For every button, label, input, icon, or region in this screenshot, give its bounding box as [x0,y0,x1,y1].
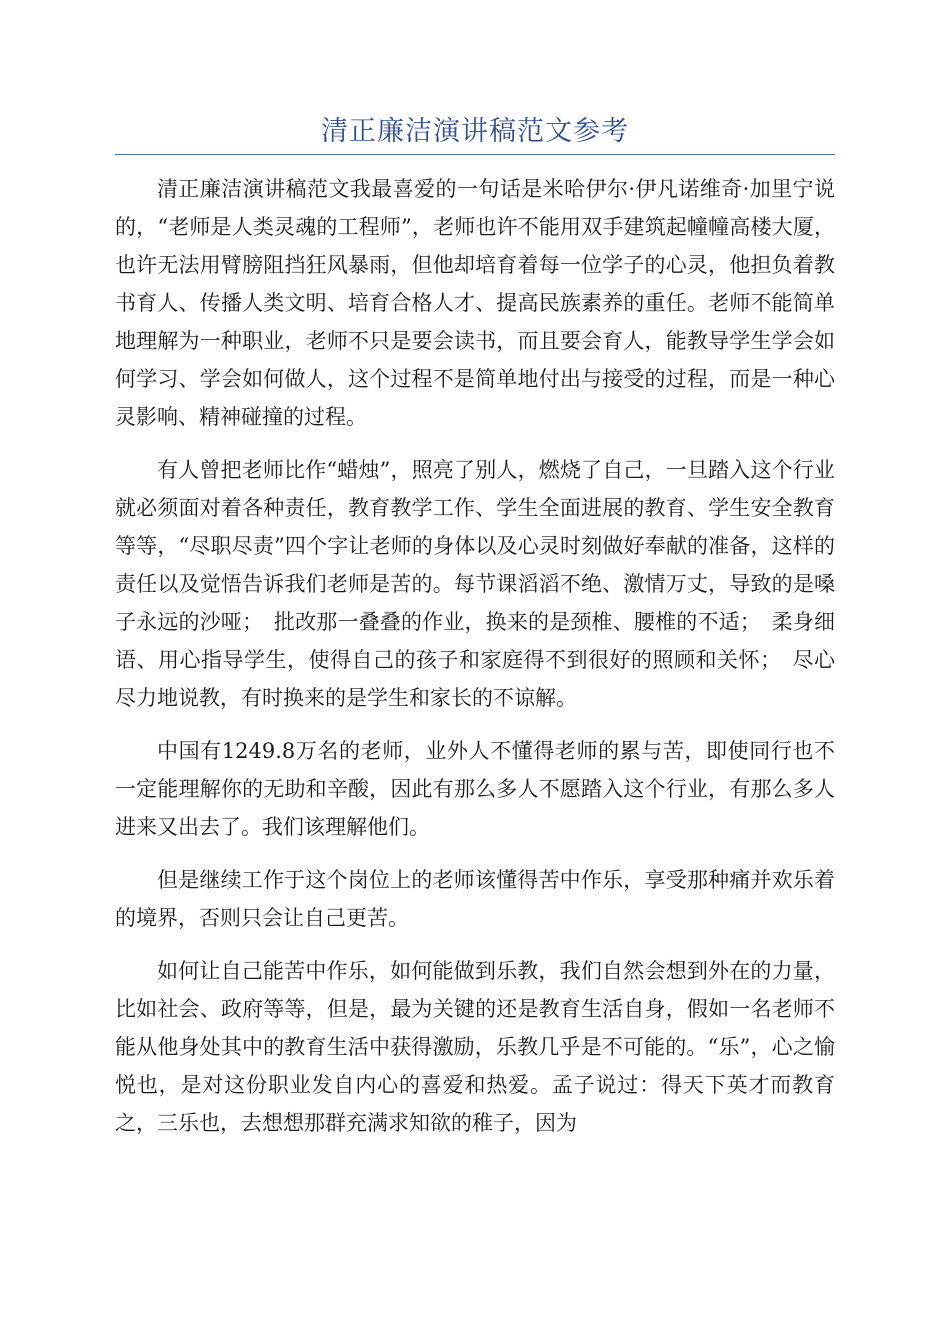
paragraph-2: 有人曾把老师比作“蜡烛”，照亮了别人，燃烧了自己，一旦踏入这个行业就必须面对着各种责任，教育教学工作、学生全面进展的教育、学生安全教育等等，“尽职尽责”四个字让老师的身体以及心灵时刻做好奉献的准备，这样的责任以及觉悟告诉我们老师是苦的。每节课滔滔不绝、激情万丈，导致的是嗓子永远的沙哑； 批改那一叠叠的作业，换来的是颈椎、腰椎的不适； 柔身细语、用心指导学生，使得自己的孩子和家庭得不到很好的照顾和关怀； 尽心尽力地说教，有时换来的是学生和家长的不谅解。 [115,458,835,710]
paragraph-5: 如何让自己能苦中作乐，如何能做到乐教，我们自然会想到外在的力量，比如社会、政府等等，但是，最为关键的还是教育生活自身，假如一名老师不能从他身处其中的教育生活中获得激励，乐教几乎是不可能的。“乐”，心之愉悦也，是对这份职业发自内心的喜爱和热爱。孟子说过：得天下英才而教育之，三乐也，去想想那群充满求知欲的稚子，因为 [115,959,835,1135]
document-body [115,170,835,1157]
document-title: 清正廉洁演讲稿范文参考 [321,116,629,147]
paragraph-3: 中国有1249.8万名的老师，业外人不懂得老师的累与苦，即使同行也不一定能理解你的无助和辛酸，因此有那么多人不愿踏入这个行业，有那么多人进来又出去了。我们该理解他们。 [115,739,835,839]
title-underline [115,154,835,155]
paragraph-1: 清正廉洁演讲稿范文我最喜爱的一句话是米哈伊尔·伊凡诺维奇·加里宁说的，“老师是人类灵魂的工程师”，老师也许不能用双手建筑起幢幢高楼大厦，也许无法用臂膀阻挡狂风暴雨，但他却培育着每一位学子的心灵，他担负着教书育人、传播人类文明、培育合格人才、提高民族素养的重任。老师不能简单地理解为一种职业，老师不只是要会读书，而且要会育人，能教导学生学会如何学习、学会如何做人，这个过程不是简单地付出与接受的过程，而是一种心灵影响、精神碰撞的过程。 [115,177,835,429]
paragraph-4: 但是继续工作于这个岗位上的老师该懂得苦中作乐，享受那种痛并欢乐着的境界，否则只会让自己更苦。 [115,868,835,930]
